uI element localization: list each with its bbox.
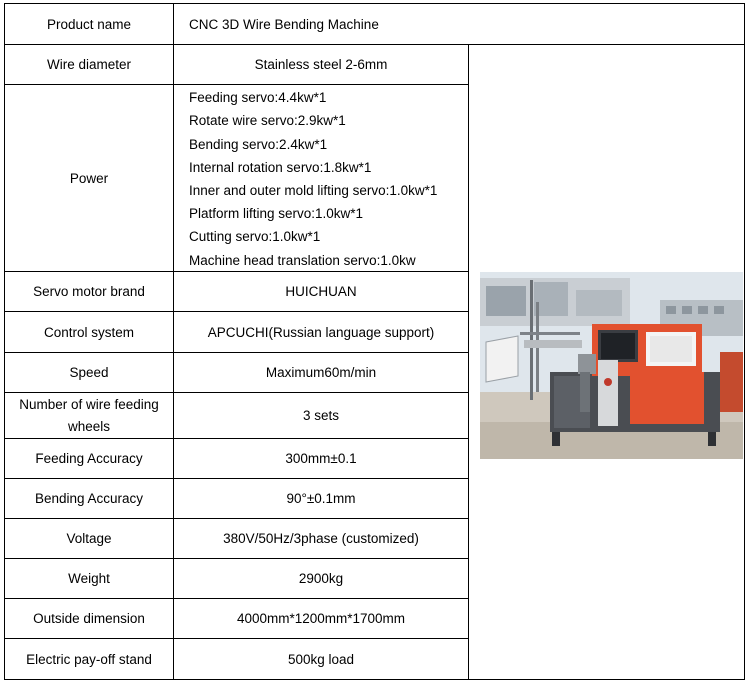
value-bending-accuracy: 90°±0.1mm: [174, 479, 469, 519]
value-product-name: CNC 3D Wire Bending Machine: [174, 4, 745, 45]
machine-illustration: [480, 272, 743, 459]
power-item: Cutting servo:1.0kw*1: [189, 229, 321, 245]
value-feeding-accuracy: 300mm±0.1: [174, 439, 469, 479]
spec-table: [4, 3, 745, 680]
label-wire-diameter: Wire diameter: [5, 45, 174, 85]
value-wire-diameter: Stainless steel 2-6mm: [174, 45, 469, 85]
label-servo-brand: Servo motor brand: [5, 272, 174, 312]
label-voltage: Voltage: [5, 519, 174, 559]
value-payoff-stand: 500kg load: [174, 639, 469, 680]
value-control-system: APCUCHI(Russian language support): [174, 312, 469, 353]
label-product-name: Product name: [5, 4, 174, 45]
label-power: Power: [5, 85, 174, 272]
label-feeding-accuracy: Feeding Accuracy: [5, 439, 174, 479]
power-item: Machine head translation servo:1.0kw: [189, 252, 416, 268]
value-power-list: [174, 85, 469, 272]
label-bending-accuracy: Bending Accuracy: [5, 479, 174, 519]
power-item: Rotate wire servo:2.9kw*1: [189, 113, 346, 129]
value-voltage: 380V/50Hz/3phase (customized): [174, 519, 469, 559]
value-servo-brand: HUICHUAN: [174, 272, 469, 312]
value-speed: Maximum60m/min: [174, 353, 469, 393]
power-item: Internal rotation servo:1.8kw*1: [189, 159, 372, 175]
power-item: Inner and outer mold lifting servo:1.0kw*1: [189, 183, 438, 198]
label-payoff-stand: Electric pay-off stand: [5, 639, 174, 680]
label-control-system: Control system: [5, 312, 174, 353]
value-outside-dimension: 4000mm*1200mm*1700mm: [174, 599, 469, 639]
power-item: Feeding servo:4.4kw*1: [189, 90, 327, 106]
label-outside-dimension: Outside dimension: [5, 599, 174, 639]
value-weight: 2900kg: [174, 559, 469, 599]
machine-photo: [480, 272, 743, 459]
value-feeding-wheels: 3 sets: [174, 393, 469, 439]
power-item: Bending servo:2.4kw*1: [189, 136, 328, 152]
label-weight: Weight: [5, 559, 174, 599]
label-speed: Speed: [5, 353, 174, 393]
power-item: Platform lifting servo:1.0kw*1: [189, 206, 364, 222]
label-feeding-wheels: Number of wire feeding wheels: [5, 393, 174, 439]
